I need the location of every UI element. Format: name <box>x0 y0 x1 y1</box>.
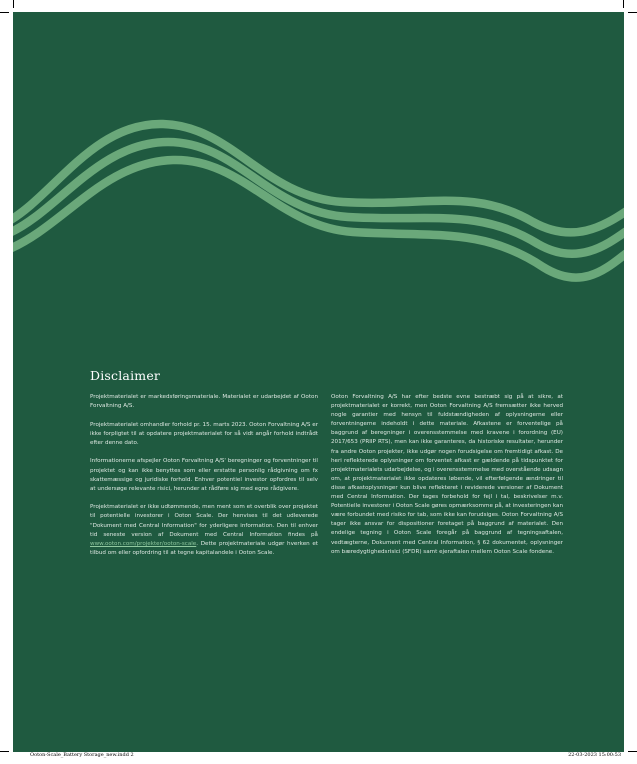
right-text-column <box>331 393 563 566</box>
paragraph-text: . Dette projektmateriale udgør hverken et tilbud om eller opfordring til at tegne kapitalandele i Ooton Scale. <box>90 540 318 556</box>
paragraph: Projektmaterialet omhandler forhold pr. 15. marts 2023. Ooton Forvaltning A/S er ikke forpligtet til at opdatere projektmaterialet for så vidt angår forhold indtrådt efter denne dato. <box>90 421 318 446</box>
crop-mark-top-right-h <box>628 12 637 13</box>
document-page <box>13 12 624 752</box>
paragraph: Ooton Forvaltning A/S har efter bedste evne bestræbt sig på at sikre, at projektmaterialet er korrekt, men Ooton Forvaltning A/S fremsætter ikke herved nogle garantier med hensyn til fuldstændigheden af oplysningerne eller forventningerne indeholdt i dette materiale. Afkastene er forventelige på baggrund af beregninger i overensstemmelse med kravene i forordning (EU) 2017/653 (PRIIP RTS), men kan ikke garanteres, da historiske resultater, herunder fra andre Ooton projekter, ikke udgør nogen forudsigelse om fremtidigt afkast. De heri reflekterede oplysninger om forventet afkast er gældende på tidspunktet for projektmaterialets udarbejdelse, og i overensstemmelse med overstående udsagn om, at projektmaterialet ikke opdateres løbende, vil efterfølgende ændringer til disse afkastoplysninger kun blive reflekteret i reviderede versioner af Dokument med Central Information. Der tages forbehold for fejl i tal, beskrivelser m.v. Potentielle investorer i Ooton Scale gøres opmærksomme på, at investeringen kan være forbundet med risiko for tab, som ikke kan forudsiges. Ooton Forvaltning A/S tager ikke ansvar for dispositioner foretaget på baggrund af materialet. Den endelige tegning i Ooton Scale foregår på baggrund af tegningsaftalen, vedtægterne, Dokument med Central Information, § 62 dokumentet, oplysninger om bæredygtighedsrisici (SFDR) samt ejeraftalen mellem Ooton Scale fondene. <box>331 394 563 555</box>
crop-mark-top-left-h <box>0 12 9 13</box>
paragraph-text: Projektmaterialet er ikke udtømmende, men ment som et overblik over projektet til potentielle investorer i Ooton Scale. Der henvises til det udleverede "Dokument med Central Information" for yderligere information. Den til enhver tid seneste version af Dokument med Central Information findes på <box>90 504 318 538</box>
left-text-column <box>90 393 318 567</box>
project-link[interactable]: www.ooton.com/projekter/ooton-scale <box>90 540 197 547</box>
print-slug-filename: Ooton-Scale_Battery Storage_new.indd 2 <box>30 752 134 758</box>
paragraph: Informationerne afspejler Ooton Forvaltning A/S' beregninger og forventninger til projektet og kan ikke benyttes som eller erstatte personlig rådgivning om fx skattemæssige og juridiske forhold. Enhver potentiel investor opfordres til selv at undersøge relevante risici, herunder at rådføre sig med egne rådgivere. <box>90 458 318 492</box>
crop-mark-bottom-left-h <box>0 751 9 752</box>
crop-mark-top-right-v <box>623 0 624 8</box>
crop-mark-top-left-v <box>13 0 14 8</box>
page-title: Disclaimer <box>90 368 161 383</box>
crop-mark-bottom-right-h <box>628 751 637 752</box>
print-slug-timestamp: 22-03-2023 15:00:53 <box>568 752 621 758</box>
paragraph <box>90 503 318 558</box>
paragraph: Projektmaterialet er markedsføringsmateriale. Materialet er udarbejdet af Ooton Forvaltning A/S. <box>90 394 318 410</box>
